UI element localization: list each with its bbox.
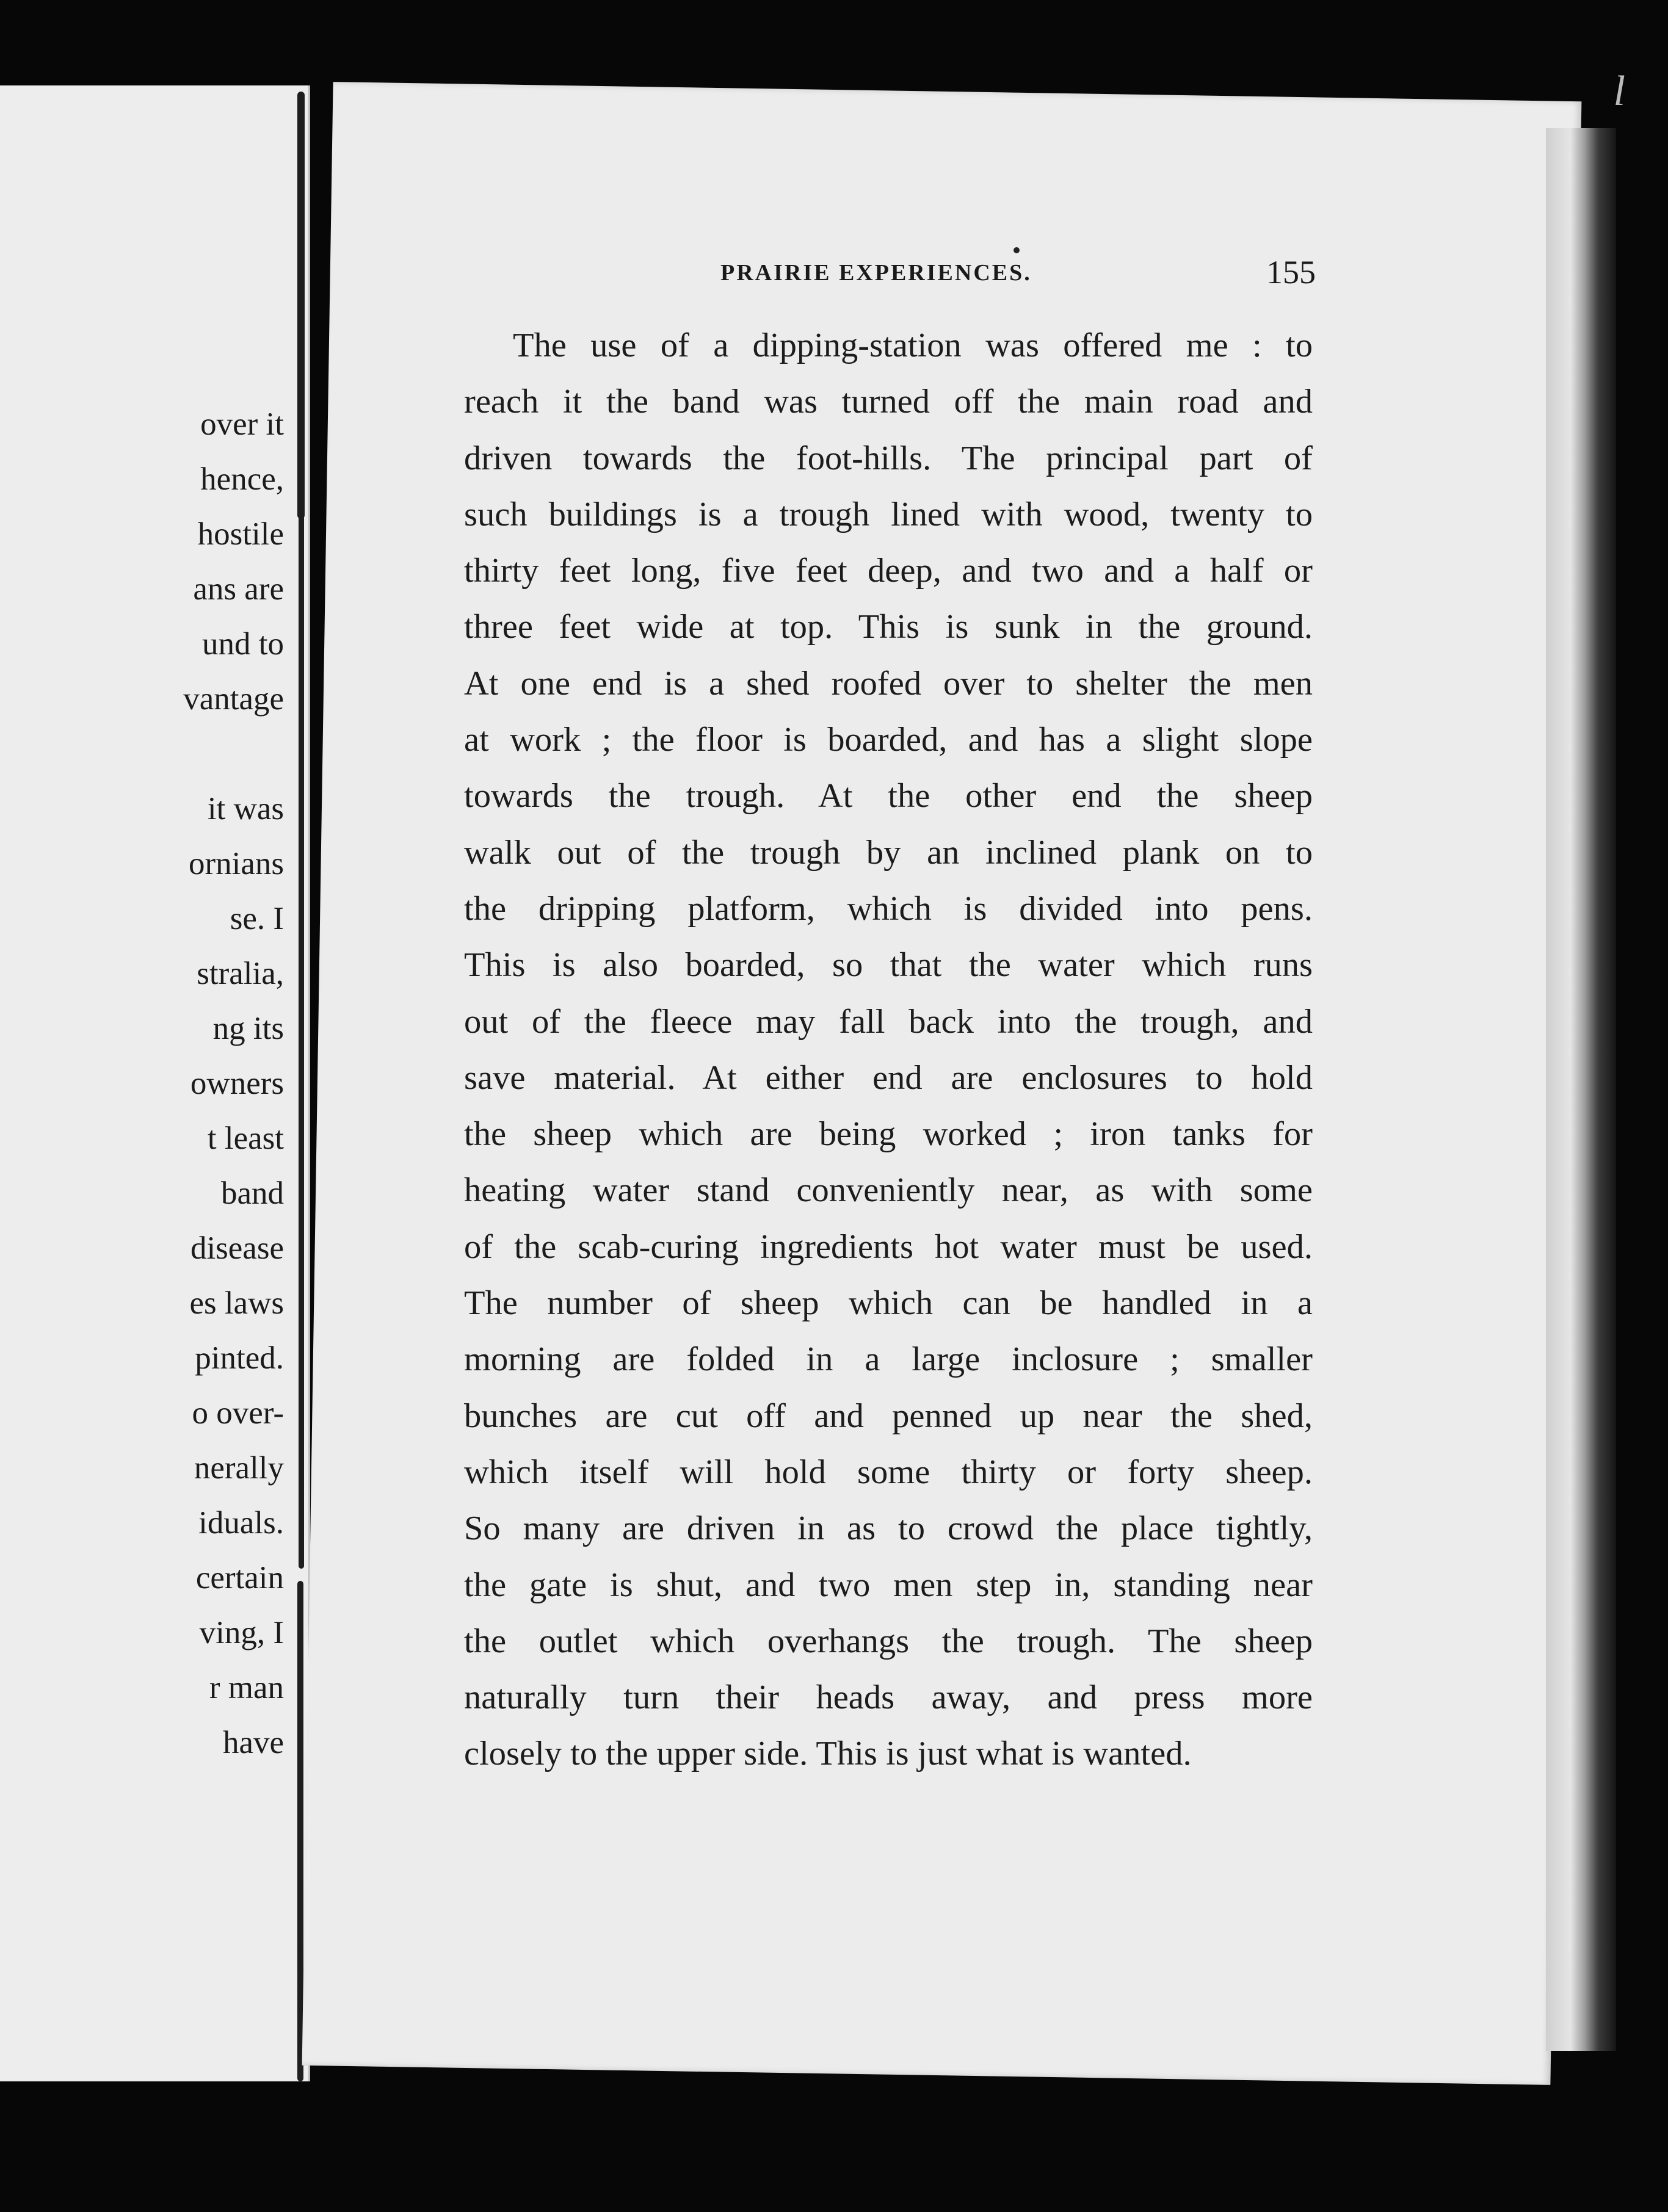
text-line: at work ; the floor is boarded, and has a slight slope [464,721,1313,759]
running-head-title: PRAIRIE EXPERIENCES. [720,260,1032,286]
left-page-text [0,397,284,1770]
text-line: The use of a dipping-station was offered me : to [513,327,1313,364]
text-line: the outlet which overhangs the trough. The sheep [464,1622,1313,1660]
text-line: So many are driven in as to crowd the place tightly, [464,1509,1313,1548]
page-edge [1546,128,1616,2051]
left-page-line: se. I [230,901,284,936]
margin-mark: l [1613,68,1625,115]
left-page-line: ving, I [199,1615,284,1650]
left-page-line: nerally [194,1450,284,1486]
left-page-line: over it [200,407,284,442]
text-line: thirty feet long, five feet deep, and two and a half or [464,552,1313,590]
binding-thread-middle [299,507,304,1569]
left-page-line: stralia, [197,956,284,991]
text-line: heating water stand conveniently near, as with some [464,1171,1313,1210]
left-page-line: have [222,1725,284,1760]
text-line: the gate is shut, and two men step in, standing near [464,1566,1313,1604]
text-line: This is also boarded, so that the water which runs [464,946,1313,985]
left-page-line: disease [190,1231,284,1266]
running-head [412,247,1316,296]
text-line: naturally turn their heads away, and press more [464,1679,1313,1717]
text-line: of the scab-curing ingredients hot water must be used. [464,1227,1313,1266]
left-page-line: t least [207,1121,284,1156]
left-page-line [0,726,284,781]
text-line: towards the trough. At the other end the sheep [464,777,1313,815]
left-page-line: ans are [193,571,284,607]
text-line: closely to the upper side. This is just what is wanted. [464,1735,1192,1773]
text-line: the sheep which are being worked ; iron tanks for [464,1115,1313,1154]
left-page-line: vantage [183,681,284,717]
left-page-line: iduals. [198,1505,284,1541]
left-page-line: certain [195,1560,284,1596]
text-line: such buildings is a trough lined with wood, twenty to [464,495,1313,533]
page-number: 155 [1266,254,1316,291]
left-page-line: hence, [200,461,284,497]
left-page-line: ornians [188,846,284,881]
text-line: walk out of the trough by an inclined plank on to [464,833,1313,872]
text-line: At one end is a shed roofed over to shelter the men [464,664,1313,703]
left-page-line: o over- [192,1395,284,1431]
left-page-line: hostile [197,516,284,552]
left-page-line: und to [202,626,284,662]
text-line: the dripping platform, which is divided into pens. [464,889,1313,928]
body-text [464,317,1313,1782]
left-page-line: it was [207,791,284,826]
text-line: bunches are cut off and penned up near the shed, [464,1397,1313,1435]
left-page-line: r man [209,1670,284,1705]
left-page-line: pinted. [195,1340,284,1376]
left-page-line: owners [190,1066,284,1101]
left-page [0,85,310,2081]
text-line: morning are folded in a large inclosure ; smaller [464,1340,1313,1379]
left-page-line: ng its [212,1011,284,1046]
binding-thread-top [297,92,305,519]
text-line: driven towards the foot-hills. The principal part of [464,439,1313,477]
text-line: three feet wide at top. This is sunk in the ground. [464,608,1313,646]
text-line: which itself will hold some thirty or forty sheep. [464,1453,1313,1491]
text-line: save material. At either end are enclosures to hold [464,1058,1313,1097]
text-line: out of the fleece may fall back into the trough, and [464,1002,1313,1041]
left-page-line: es laws [189,1285,284,1321]
text-line: reach it the band was turned off the main road and [464,383,1313,421]
text-line: The number of sheep which can be handled in a [464,1284,1313,1323]
left-page-line: band [220,1176,284,1211]
